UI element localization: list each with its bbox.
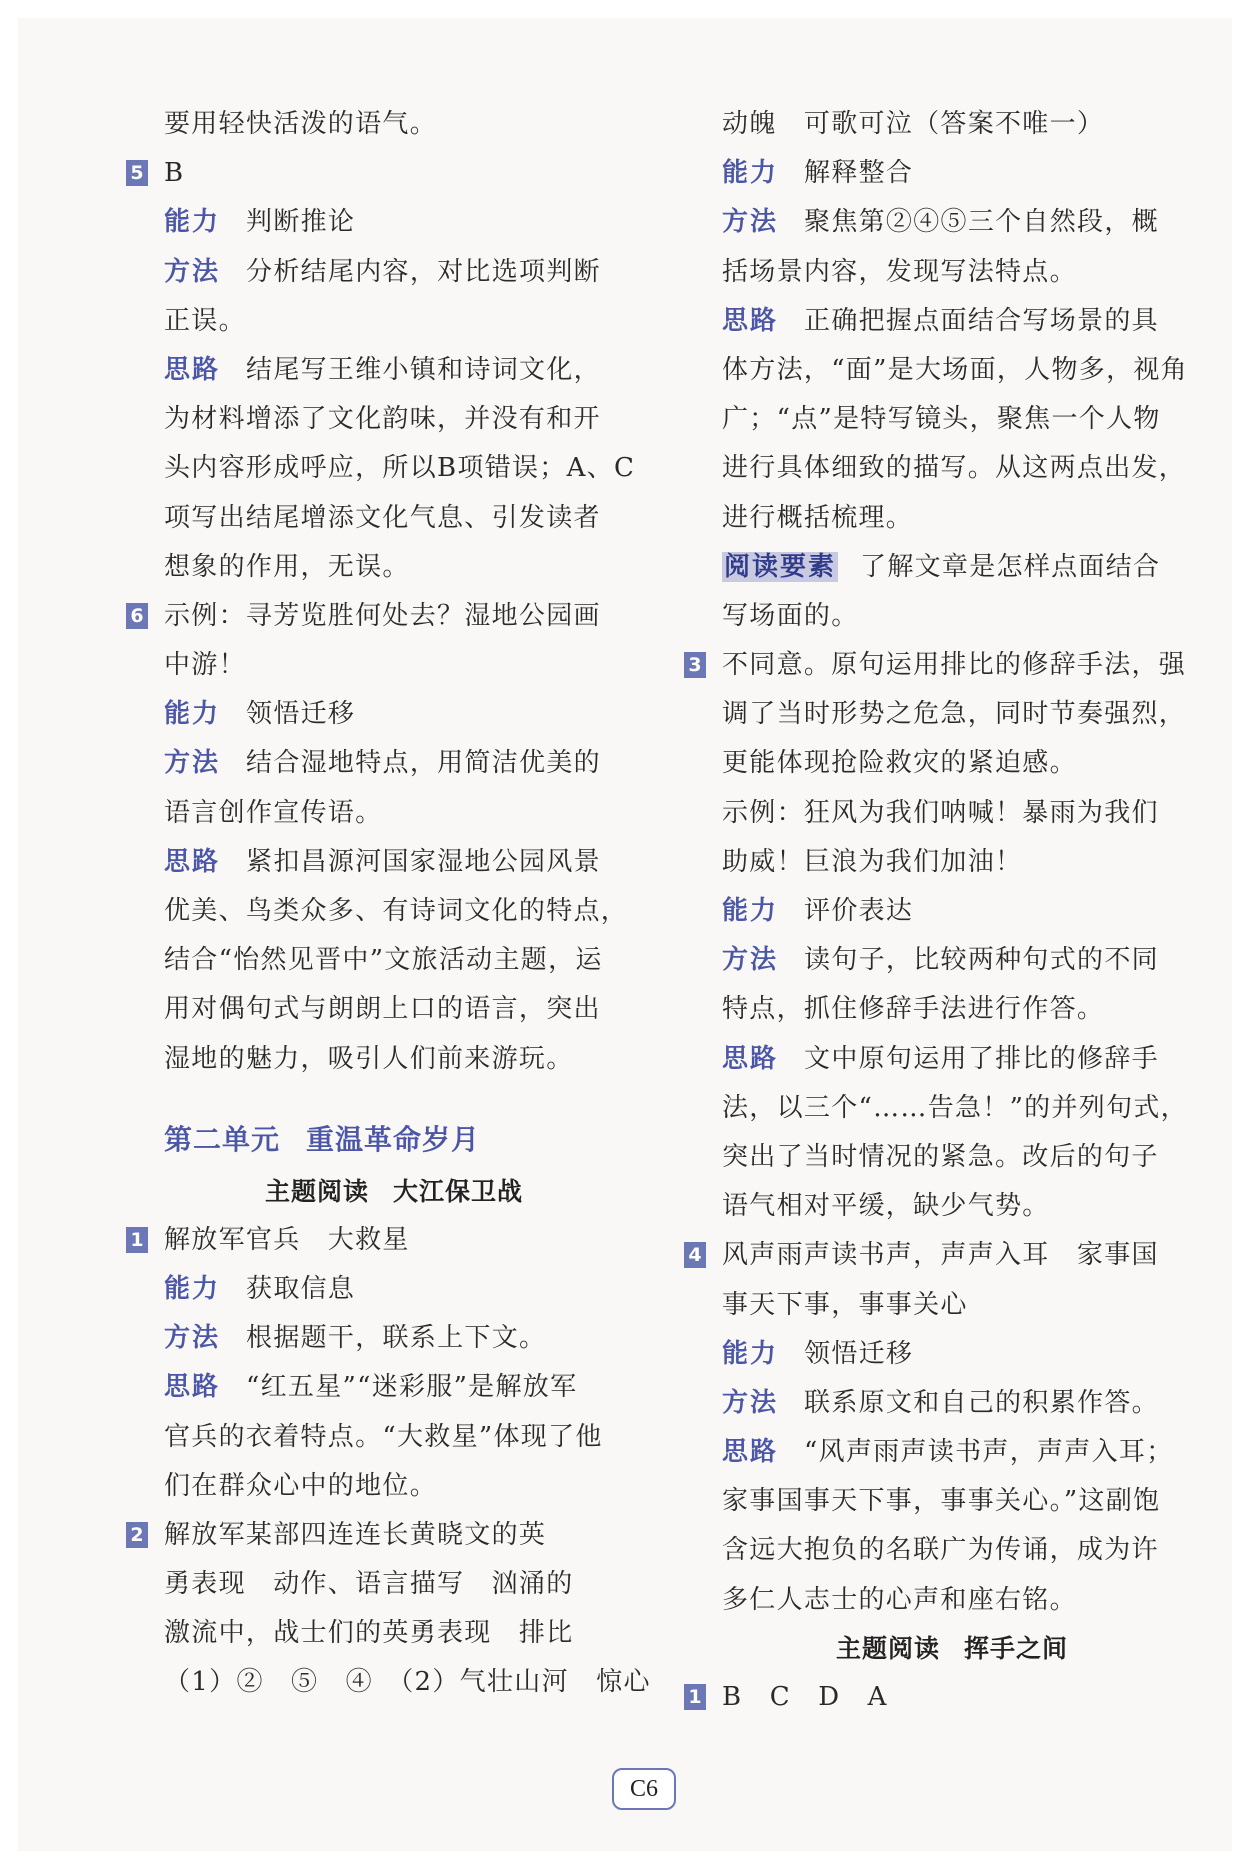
ability-text: 判断推论 [246,207,356,238]
text-line: 勇表现 动作、语言描写 汹涌的 [164,1569,574,1600]
approach-line [124,1363,624,1412]
question-number: 1 [126,1227,148,1253]
method-text: 分析结尾内容，对比选项判断 [246,256,601,287]
reading-element-label: 阅读要素 [724,551,837,582]
text-line: 事天下事，事事关心 [722,1289,968,1320]
ability-text: 领悟迁移 [246,699,356,730]
method-text: 读句子，比较两种句式的不同 [804,945,1159,976]
method-line [682,198,1182,247]
section-title [124,1168,624,1216]
ability-line [682,149,1182,198]
approach-label: 思路 [722,305,779,336]
right-column [682,100,1188,1722]
text-line: 正误。 [164,305,246,336]
method-line [124,1314,624,1363]
method-text: 聚焦第②④⑤三个自然段，概 [804,207,1159,238]
unit-title [124,1112,624,1168]
page-number: C6 [612,1768,676,1810]
text-line: 法，以三个“……告急！”的并列句式， [722,1092,1188,1123]
section-title [682,1625,1182,1673]
method-line [124,739,624,788]
ability-text: 评价表达 [804,896,914,926]
method-label: 方法 [164,1323,221,1354]
section-type: 主题阅读 [264,1176,369,1206]
text-line: 含远大抱负的名联广为传诵，成为许 [722,1535,1159,1566]
section-question-3-answer [682,641,1187,690]
answer-text: 风声雨声读书声，声声入耳 家事国 [722,1240,1159,1271]
section-name: 大江保卫战 [393,1176,524,1206]
unit-number: 第二单元 [164,1122,281,1156]
ability-line [124,198,624,247]
text-line: 助威！巨浪为我们加油！ [722,846,1023,877]
text-line: （1）② ⑤ ④ （2）气壮山河 惊心 [164,1667,651,1698]
text-line: 特点，抓住修辞手法进行作答。 [722,994,1105,1025]
method-label: 方法 [164,748,221,779]
method-line [682,1379,1182,1428]
approach-line [682,1428,1182,1477]
text-line: 项写出结尾增添文化气息、引发读者 [164,502,601,533]
answer-text: B C D A [722,1681,888,1712]
text-line: 语言创作宣传语。 [164,797,383,828]
approach-label: 思路 [722,1437,779,1468]
text-line: 要用轻快活泼的语气。 [164,109,438,139]
text-line: 湿地的魅力，吸引人们前来游玩。 [164,1043,574,1074]
text-line: 多仁人志士的心声和座右铭。 [722,1584,1077,1615]
approach-label: 思路 [164,846,221,877]
question-number: 6 [126,603,148,629]
unit-name: 重温革命岁月 [306,1122,481,1156]
approach-line [682,1035,1182,1084]
method-label: 方法 [722,207,779,238]
approach-line [124,346,624,395]
answer-text: 解放军官兵 大救星 [164,1224,410,1255]
reading-element-line [682,543,1182,592]
text-line: 体方法，“面”是大场面，人物多，视角 [722,354,1188,385]
text-line: 示例：狂风为我们呐喊！暴雨为我们 [722,797,1159,828]
section-question-1-answer [124,1216,624,1265]
ability-line [682,1330,1182,1379]
text-line: 写场面的。 [722,600,859,631]
text-line: 更能体现抢险救灾的紧迫感。 [722,748,1077,779]
text-line: 进行具体细致的描写。从这两点出发， [722,453,1187,484]
text-line: 括场景内容，发现写法特点。 [722,256,1077,287]
question-number: 3 [684,652,706,678]
text-line: 为材料增添了文化韵味，并没有和开 [164,404,601,435]
approach-text: “红五星”“迷彩服”是解放军 [246,1372,578,1403]
method-text: 结合湿地特点，用简洁优美的 [246,748,601,779]
question-number: 4 [684,1242,706,1268]
ability-label: 能力 [164,699,221,730]
question-number: 1 [684,1684,706,1710]
section2-question-1-answer [682,1673,1182,1722]
text-line: 语气相对平缓，缺少气势。 [722,1191,1050,1222]
reading-element-text: 了解文章是怎样点面结合 [860,551,1161,582]
ability-label: 能力 [722,158,779,189]
question-5-answer [124,149,624,198]
text-line: 激流中，战士们的英勇表现 排比 [164,1618,574,1649]
ability-text: 解释整合 [804,158,914,189]
question-6-answer [124,592,624,641]
ability-text: 获取信息 [246,1273,356,1304]
approach-text: 正确把握点面结合写场景的具 [804,305,1159,336]
section-name: 挥手之间 [964,1633,1069,1663]
ability-label: 能力 [164,1273,221,1304]
text-line: 中游！ [164,650,246,681]
text-line: 官兵的衣着特点。“大救星”体现了他 [164,1421,603,1452]
approach-text: 紧扣昌源河国家湿地公园风景 [246,846,601,877]
method-label: 方法 [722,945,779,976]
answer-text: 不同意。原句运用排比的修辞手法，强 [722,650,1187,681]
ability-text: 领悟迁移 [804,1338,914,1369]
approach-label: 思路 [164,354,221,385]
approach-line [682,297,1182,346]
text-line: 头内容形成呼应，所以B项错误；A、C [164,453,636,484]
answer-text: 示例：寻芳览胜何处去？湿地公园画 [164,600,601,631]
answer-text: B [164,158,185,189]
method-text: 根据题干，联系上下文。 [246,1323,547,1354]
text-line: 家事国事天下事，事事关心。”这副饱 [722,1486,1161,1517]
ability-label: 能力 [722,896,779,926]
method-line [682,936,1182,985]
text-line: 结合“怡然见晋中”文旅活动主题，运 [164,945,603,976]
question-number: 5 [126,160,148,186]
method-line [124,248,624,297]
text-line: 们在群众心中的地位。 [164,1470,438,1501]
text-line: 突出了当时情况的紧急。改后的句子 [722,1141,1159,1172]
approach-text: 文中原句运用了排比的修辞手 [804,1043,1159,1074]
section-question-2-answer [124,1511,624,1560]
text-line: 用对偶句式与朗朗上口的语言，突出 [164,994,601,1025]
page [18,18,1232,1851]
text-line: 想象的作用，无误。 [164,551,410,582]
text-line: 进行概括梳理。 [722,502,914,533]
approach-label: 思路 [722,1043,779,1074]
method-label: 方法 [164,256,221,287]
approach-line [124,838,624,887]
ability-line [124,1265,624,1314]
section-question-4-answer [682,1231,1182,1280]
section-type: 主题阅读 [835,1633,940,1663]
method-label: 方法 [722,1387,779,1418]
ability-line [682,887,1182,936]
question-number: 2 [126,1522,148,1548]
ability-label: 能力 [722,1338,779,1369]
ability-line [124,690,624,739]
approach-text: 结尾写王维小镇和诗词文化， [246,354,601,385]
approach-text: “风声雨声读书声，声声入耳； [804,1437,1174,1468]
text-line: 优美、鸟类众多、有诗词文化的特点， [164,896,629,926]
approach-label: 思路 [164,1372,221,1403]
answer-text: 解放军某部四连连长黄晓文的英 [164,1519,547,1550]
left-column [124,100,651,1708]
text-line: 广；“点”是特写镜头，聚焦一个人物 [722,404,1161,435]
text-line: 动魄 可歌可泣（答案不唯一） [722,109,1105,139]
method-text: 联系原文和自己的积累作答。 [804,1387,1159,1418]
ability-label: 能力 [164,207,221,238]
text-line: 调了当时形势之危急，同时节奏强烈， [722,699,1187,730]
